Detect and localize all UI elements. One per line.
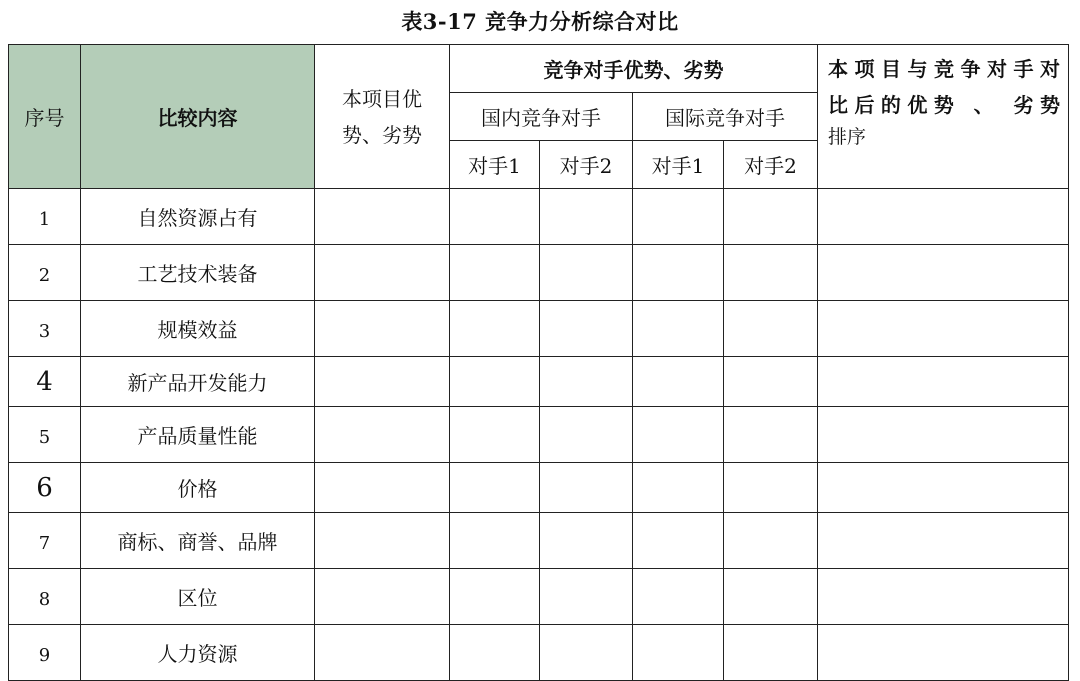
cell[interactable] [633, 301, 724, 357]
row-item: 自然资源占有 [81, 189, 315, 245]
cell[interactable] [315, 513, 450, 569]
cell[interactable] [450, 407, 540, 463]
cell[interactable] [724, 569, 818, 625]
cell[interactable] [450, 301, 540, 357]
row-number: 2 [9, 245, 81, 301]
table-row [9, 357, 1069, 407]
header-opponent-4: 对手2 [724, 141, 818, 189]
cell[interactable] [540, 625, 633, 681]
cell[interactable] [315, 569, 450, 625]
header-opponent-1: 对手1 [450, 141, 540, 189]
header-rank-line2: 比后的优势 、 劣势 [828, 93, 1060, 117]
cell[interactable] [540, 463, 633, 513]
cell[interactable] [450, 513, 540, 569]
cell[interactable] [315, 245, 450, 301]
row-number: 3 [9, 301, 81, 357]
cell[interactable] [633, 569, 724, 625]
table-row [9, 245, 1069, 301]
cell[interactable] [633, 407, 724, 463]
row-item: 工艺技术装备 [81, 245, 315, 301]
cell[interactable] [724, 245, 818, 301]
table-row [9, 513, 1069, 569]
cell[interactable] [315, 463, 450, 513]
row-number: 8 [9, 569, 81, 625]
header-project-line2: 势、劣势 [342, 122, 422, 147]
cell[interactable] [724, 513, 818, 569]
cell[interactable] [818, 463, 1069, 513]
cell[interactable] [818, 357, 1069, 407]
header-project-line1: 本项目优 [342, 86, 422, 111]
cell[interactable] [724, 301, 818, 357]
table-row [9, 463, 1069, 513]
cell[interactable] [818, 407, 1069, 463]
header-seq: 序号 [9, 45, 81, 189]
cell[interactable] [315, 625, 450, 681]
cell[interactable] [818, 301, 1069, 357]
cell[interactable] [818, 245, 1069, 301]
row-item: 规模效益 [81, 301, 315, 357]
cell[interactable] [450, 189, 540, 245]
row-item: 价格 [81, 463, 315, 513]
row-number: 7 [9, 513, 81, 569]
cell[interactable] [633, 463, 724, 513]
cell[interactable] [315, 189, 450, 245]
cell[interactable] [450, 245, 540, 301]
header-competitor: 竞争对手优势、劣势 [450, 45, 818, 93]
header-opponent-3: 对手1 [633, 141, 724, 189]
cell[interactable] [315, 357, 450, 407]
cell[interactable] [540, 569, 633, 625]
row-number: 1 [9, 189, 81, 245]
row-number: 4 [9, 357, 81, 407]
cell[interactable] [540, 407, 633, 463]
table-row [9, 569, 1069, 625]
header-content: 比较内容 [81, 45, 315, 189]
competitiveness-table [8, 44, 1069, 681]
row-number: 5 [9, 407, 81, 463]
header-project [315, 45, 450, 189]
cell[interactable] [633, 357, 724, 407]
header-rank-line3: 排序 [828, 126, 867, 148]
row-item: 人力资源 [81, 625, 315, 681]
cell[interactable] [540, 301, 633, 357]
cell[interactable] [450, 625, 540, 681]
cell[interactable] [450, 569, 540, 625]
table-row [9, 189, 1069, 245]
cell[interactable] [724, 463, 818, 513]
cell[interactable] [818, 569, 1069, 625]
cell[interactable] [540, 357, 633, 407]
header-international: 国际竞争对手 [633, 93, 818, 141]
cell[interactable] [540, 189, 633, 245]
header-rank-line1: 本项目与竞争对手对 [828, 57, 1060, 81]
row-item: 产品质量性能 [81, 407, 315, 463]
cell[interactable] [818, 189, 1069, 245]
cell[interactable] [540, 513, 633, 569]
header-domestic: 国内竞争对手 [450, 93, 633, 141]
cell[interactable] [724, 407, 818, 463]
cell[interactable] [633, 245, 724, 301]
cell[interactable] [818, 513, 1069, 569]
cell[interactable] [633, 513, 724, 569]
cell[interactable] [450, 463, 540, 513]
cell[interactable] [540, 245, 633, 301]
cell[interactable] [450, 357, 540, 407]
row-number: 9 [9, 625, 81, 681]
header-opponent-2: 对手2 [540, 141, 633, 189]
cell[interactable] [818, 625, 1069, 681]
table-row [9, 407, 1069, 463]
cell[interactable] [724, 189, 818, 245]
row-number: 6 [9, 463, 81, 513]
table-row [9, 625, 1069, 681]
header-rank [818, 45, 1069, 189]
cell[interactable] [633, 189, 724, 245]
cell[interactable] [633, 625, 724, 681]
row-item: 区位 [81, 569, 315, 625]
table-row [9, 301, 1069, 357]
cell[interactable] [724, 357, 818, 407]
cell[interactable] [315, 407, 450, 463]
row-item: 新产品开发能力 [81, 357, 315, 407]
cell[interactable] [724, 625, 818, 681]
cell[interactable] [315, 301, 450, 357]
table-title: 表3-17 竞争力分析综合对比 [401, 9, 679, 34]
row-item: 商标、商誉、品牌 [81, 513, 315, 569]
